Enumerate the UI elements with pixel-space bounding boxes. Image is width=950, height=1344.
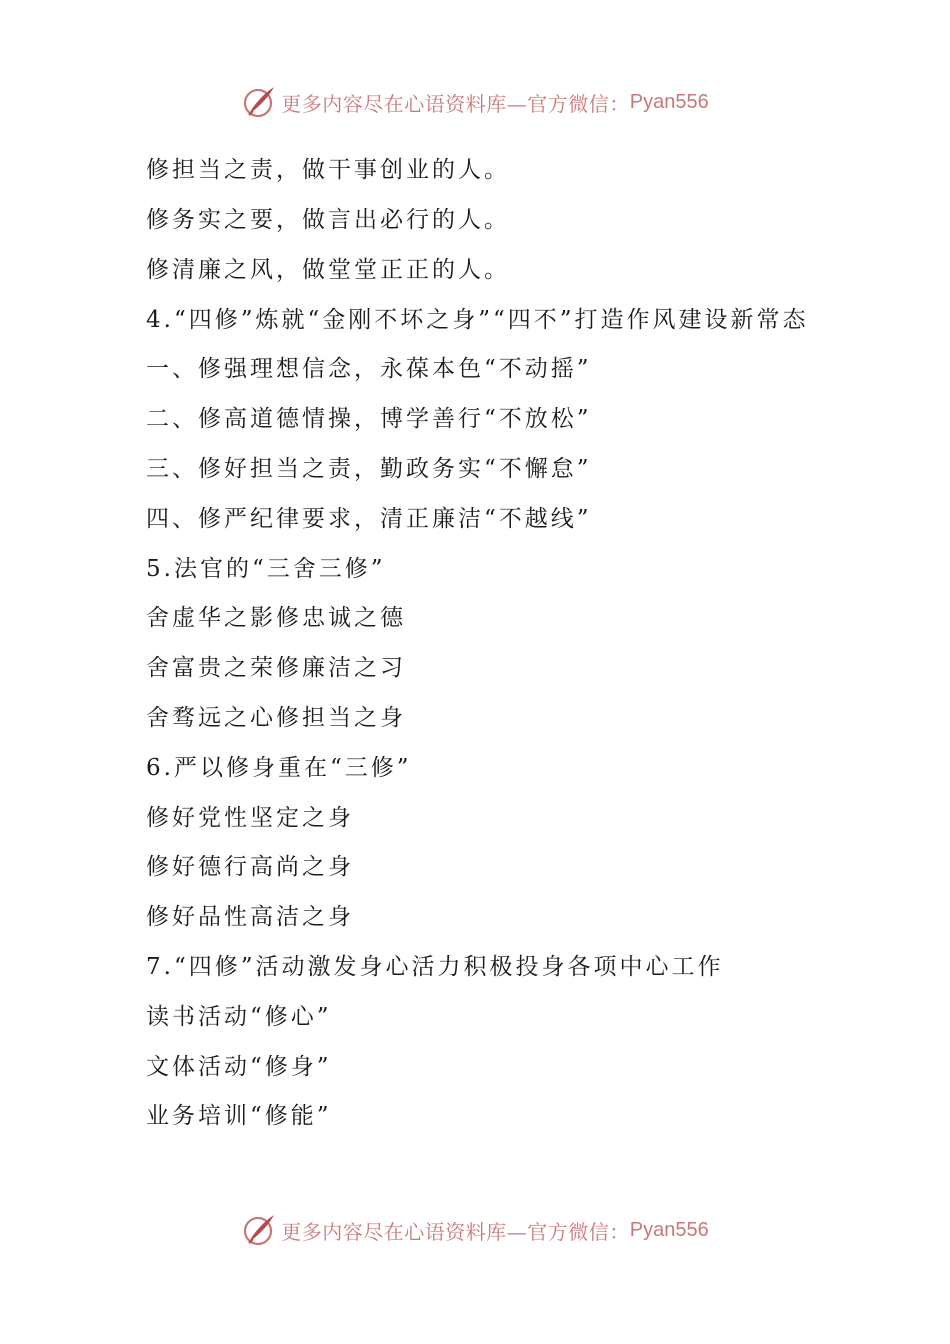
text-line: 修清廉之风，做堂堂正正的人。: [146, 256, 510, 283]
quill-logo-icon: [241, 84, 277, 120]
text-line: 读书活动“修心”: [146, 1003, 332, 1030]
banner-wechat-id: Pyan556: [629, 1218, 709, 1241]
section-heading: 4.“四修”炼就“金刚不坏之身”“四不”打造作风建设新常态: [146, 307, 809, 334]
text-line: 舍虚华之影修忠诚之德: [146, 605, 406, 632]
banner-text: 更多内容尽在心语资料库—官方微信：: [281, 91, 630, 116]
text-line: 修务实之要，做言出必行的人。: [146, 206, 510, 233]
text-line: 业务培训“修能”: [146, 1103, 332, 1130]
text-line: 文体活动“修身”: [146, 1053, 332, 1080]
text-line: 二、修高道德情操，博学善行“不放松”: [146, 406, 592, 433]
text-line: 舍富贵之荣修廉洁之习: [146, 655, 406, 682]
document-body: [146, 146, 826, 1142]
text-line: 修好德行高尚之身: [146, 854, 354, 881]
text-line: 四、修严纪律要求，清正廉洁“不越线”: [146, 505, 592, 532]
text-line: 一、修强理想信念，永葆本色“不动摇”: [146, 356, 592, 383]
text-line: 舍骛远之心修担当之身: [146, 704, 406, 731]
footer-banner: [0, 1210, 950, 1250]
text-line: 三、修好担当之责，勤政务实“不懈怠”: [146, 455, 592, 482]
section-heading: 6.严以修身重在“三修”: [146, 754, 412, 781]
banner-text: 更多内容尽在心语资料库—官方微信：: [281, 1219, 630, 1244]
banner-wechat-id: Pyan556: [629, 90, 709, 113]
section-heading: 5.法官的“三舍三修”: [146, 555, 386, 582]
header-banner: [0, 82, 950, 122]
quill-logo-icon: [241, 1212, 277, 1248]
text-line: 修好品性高洁之身: [146, 904, 354, 931]
text-line: 修担当之责，做干事创业的人。: [146, 157, 510, 183]
section-heading: 7.“四修”活动激发身心活力积极投身各项中心工作: [146, 953, 724, 980]
text-line: 修好党性坚定之身: [146, 804, 354, 831]
